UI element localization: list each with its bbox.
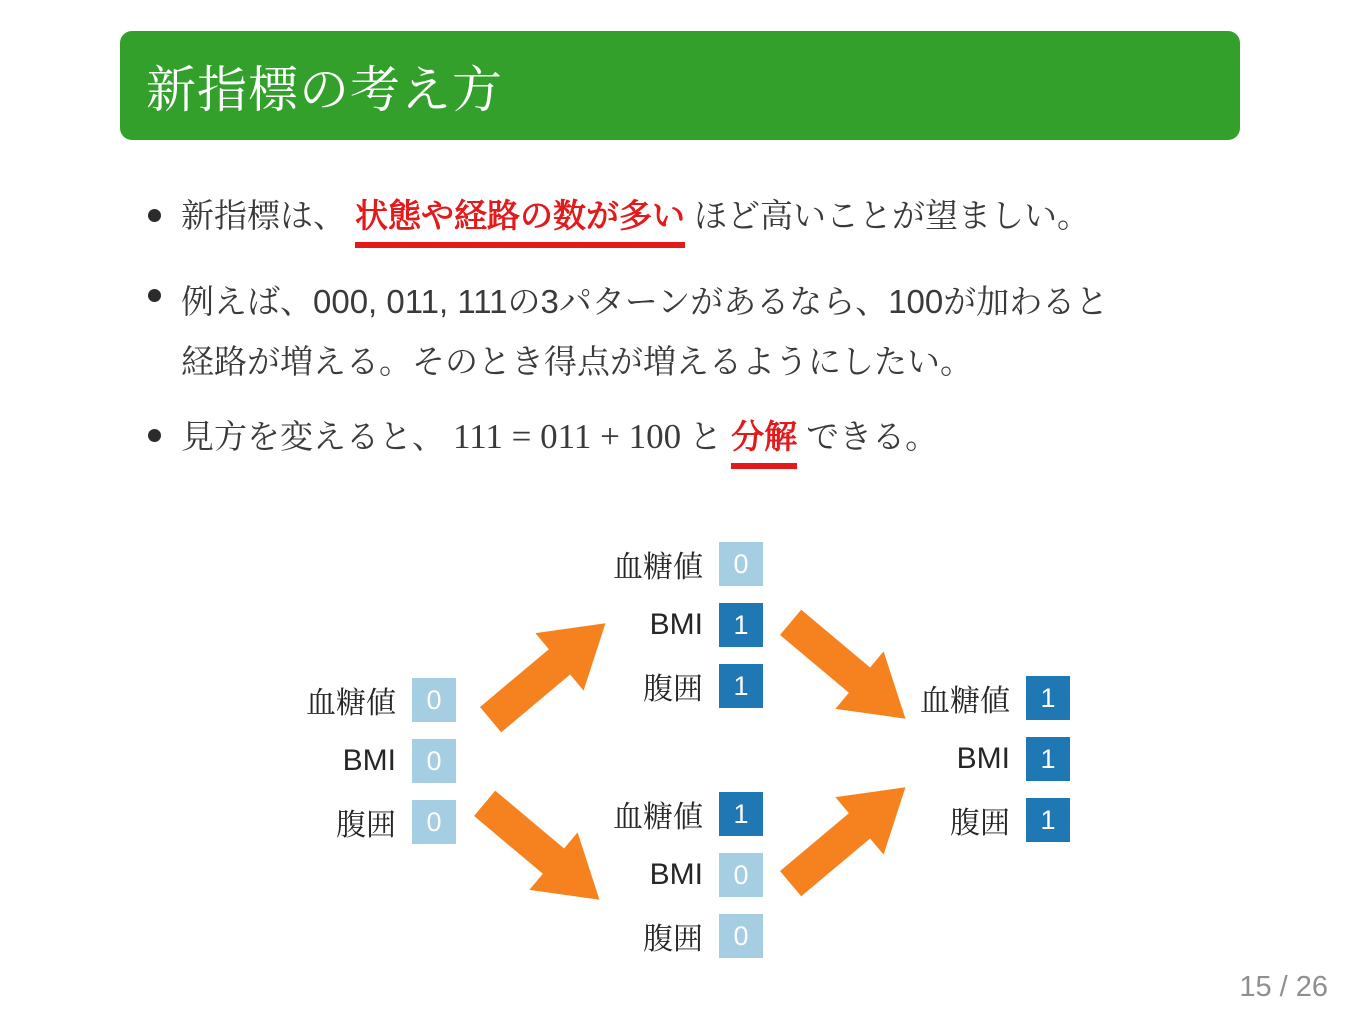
value-box: 0 [719, 853, 763, 897]
row-label: 血糖値 [613, 801, 703, 834]
bullet3-prefix: 見方を変えると、 [181, 418, 445, 455]
value-box: 1 [719, 664, 763, 708]
bullet-text-3 [181, 412, 938, 469]
title-banner [120, 31, 1240, 140]
page-number: 15 / 26 [1239, 971, 1328, 1003]
page-title: 新指標の考え方 [146, 61, 503, 118]
state-row [577, 792, 763, 836]
bullet3-math-formula: 111 = 011 + 100 [453, 417, 682, 456]
row-label: 血糖値 [920, 685, 1010, 718]
bullet-marker-icon [148, 429, 161, 442]
state-row [270, 678, 456, 722]
row-label: BMI [956, 742, 1010, 775]
value-box: 0 [412, 800, 456, 844]
state-row [577, 542, 763, 586]
bullet2-line-1: 例えば、000, 011, 111の3パターンがあるなら、100が加わると [181, 283, 1109, 320]
bullet1-suffix: ほど高いことが望ましい。 [694, 197, 1090, 234]
state-row [270, 739, 456, 783]
row-label: BMI [342, 744, 396, 777]
value-box: 1 [1026, 676, 1070, 720]
state-row [270, 800, 456, 844]
bullet-item-2 [148, 272, 1288, 392]
bullet-marker-icon [148, 289, 161, 302]
bullet-item-1 [148, 192, 1090, 248]
row-label: 腹囲 [643, 673, 703, 706]
value-box: 1 [1026, 798, 1070, 842]
bullet2-line-2: 経路が増える。そのとき得点が増えるようにしたい。 [181, 343, 973, 380]
value-box: 1 [719, 603, 763, 647]
row-label: 腹囲 [336, 809, 396, 842]
state-row [577, 914, 763, 958]
value-box: 0 [719, 542, 763, 586]
state-row [884, 737, 1070, 781]
state-transition-diagram [0, 530, 1362, 1000]
bullet3-suffix: できる。 [806, 418, 939, 455]
bullet3-middle: と [689, 418, 723, 455]
row-label: 血糖値 [613, 551, 703, 584]
value-box: 1 [719, 792, 763, 836]
value-box: 0 [412, 678, 456, 722]
bullet1-prefix: 新指標は、 [181, 197, 346, 234]
bullet3-highlight-red: 分解 [731, 418, 797, 469]
bullet-marker-icon [148, 209, 161, 222]
row-label: 腹囲 [950, 807, 1010, 840]
row-label: 血糖値 [306, 687, 396, 720]
row-label: 腹囲 [643, 923, 703, 956]
value-box: 1 [1026, 737, 1070, 781]
row-label: BMI [649, 608, 703, 641]
bullet1-highlight-red: 状態や経路の数が多い [355, 197, 685, 248]
value-box: 0 [719, 914, 763, 958]
bullet-text-1 [181, 192, 1090, 248]
state-group-000 [270, 678, 456, 861]
value-box: 0 [412, 739, 456, 783]
bullet-text-2 [181, 272, 1108, 392]
row-label: BMI [649, 858, 703, 891]
bullet-item-3 [148, 412, 938, 469]
